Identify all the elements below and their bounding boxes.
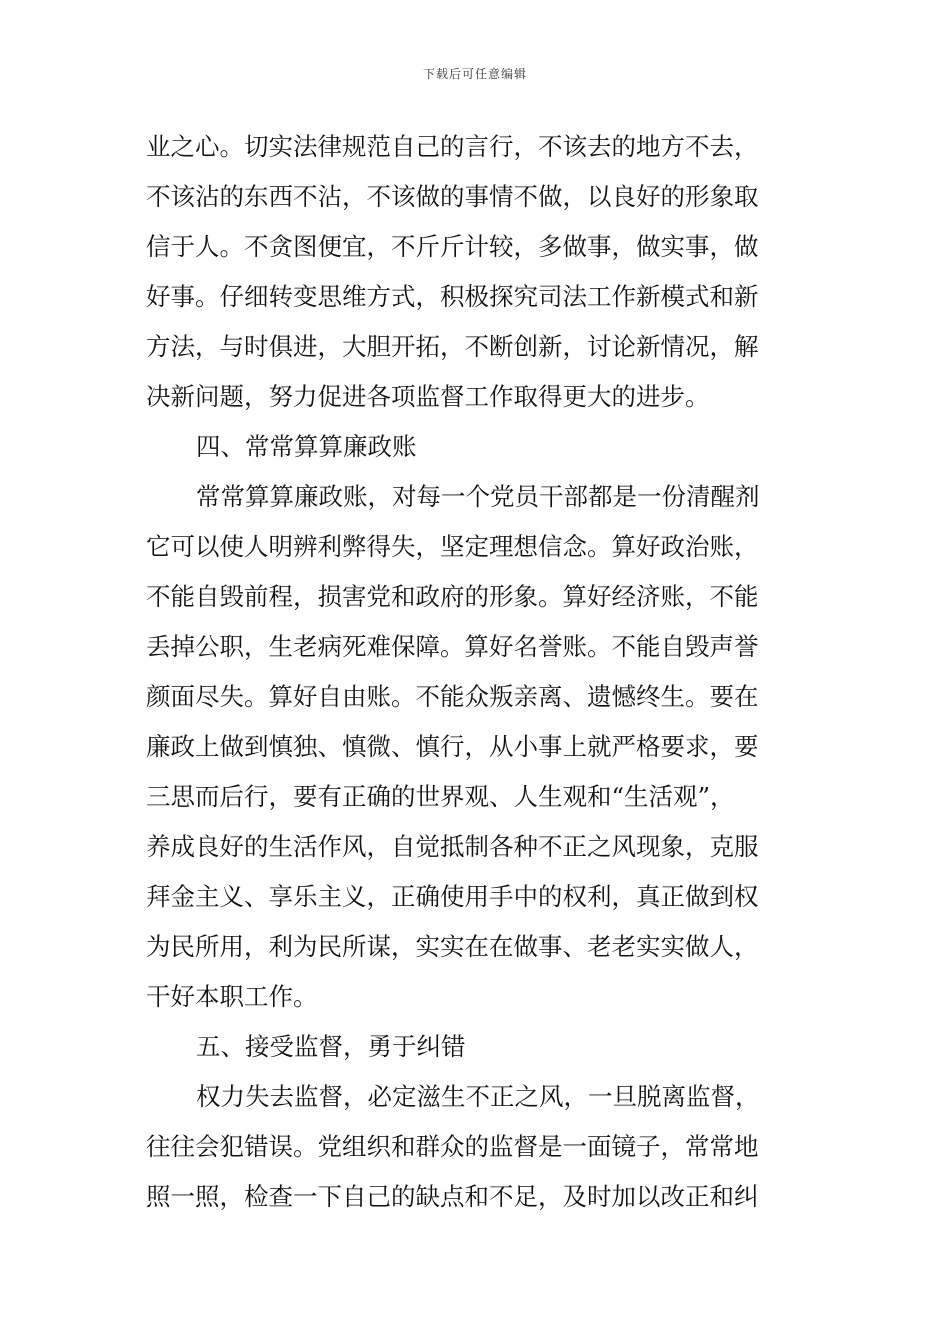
text-line: 它可以使人明辨利弊得失，坚定理想信念。算好政治账， xyxy=(146,532,759,561)
text-line: 业之心。切实法律规范自己的言行，不该去的地方不去， xyxy=(146,132,759,161)
text-line: 养成良好的生活作风，自觉抵制各种不正之风现象，克服 xyxy=(146,832,759,861)
page-header: 下载后可任意编辑 xyxy=(422,67,527,81)
text-line: 好事。仔细转变思维方式，积极探究司法工作新模式和新 xyxy=(146,282,759,311)
text-line: 信于人。不贪图便宜，不斤斤计较，多做事，做实事，做 xyxy=(146,232,759,261)
text-line: 不能自毁前程，损害党和政府的形象。算好经济账，不能 xyxy=(146,582,759,611)
text-line: 照一照，检查一下自己的缺点和不足，及时加以改正和纠 xyxy=(146,1182,759,1211)
text-line: 丢掉公职，生老病死难保障。算好名誉账。不能自毁声誉 xyxy=(146,632,759,661)
text-line: 廉政上做到慎独、慎微、慎行，从小事上就严格要求，要 xyxy=(146,732,759,761)
text-line: 常常算算廉政账，对每一个党员干部都是一份清醒剂 xyxy=(196,482,760,511)
section-heading-4: 四、常常算算廉政账 xyxy=(196,432,417,461)
text-line: 权力失去监督，必定滋生不正之风，一旦脱离监督， xyxy=(196,1082,760,1111)
text-line: 往往会犯错误。党组织和群众的监督是一面镜子，常常地 xyxy=(146,1132,759,1161)
text-line: 决新问题，努力促进各项监督工作取得更大的进步。 xyxy=(146,382,710,411)
text-line: 不该沾的东西不沾，不该做的事情不做，以良好的形象取 xyxy=(146,182,759,211)
text-line: 颜面尽失。算好自由账。不能众叛亲离、遗憾终生。要在 xyxy=(146,682,759,711)
section-heading-5: 五、接受监督，勇于纠错 xyxy=(196,1032,466,1061)
text-line: 拜金主义、享乐主义，正确使用手中的权利，真正做到权 xyxy=(146,882,759,911)
text-line: 干好本职工作。 xyxy=(146,982,318,1011)
text-line: 三思而后行，要有正确的世界观、人生观和“生活观”， xyxy=(146,782,735,811)
text-line: 方法，与时俱进，大胆开拓，不断创新，讨论新情况，解 xyxy=(146,332,759,361)
text-line: 为民所用，利为民所谋，实实在在做事、老老实实做人， xyxy=(146,932,759,961)
